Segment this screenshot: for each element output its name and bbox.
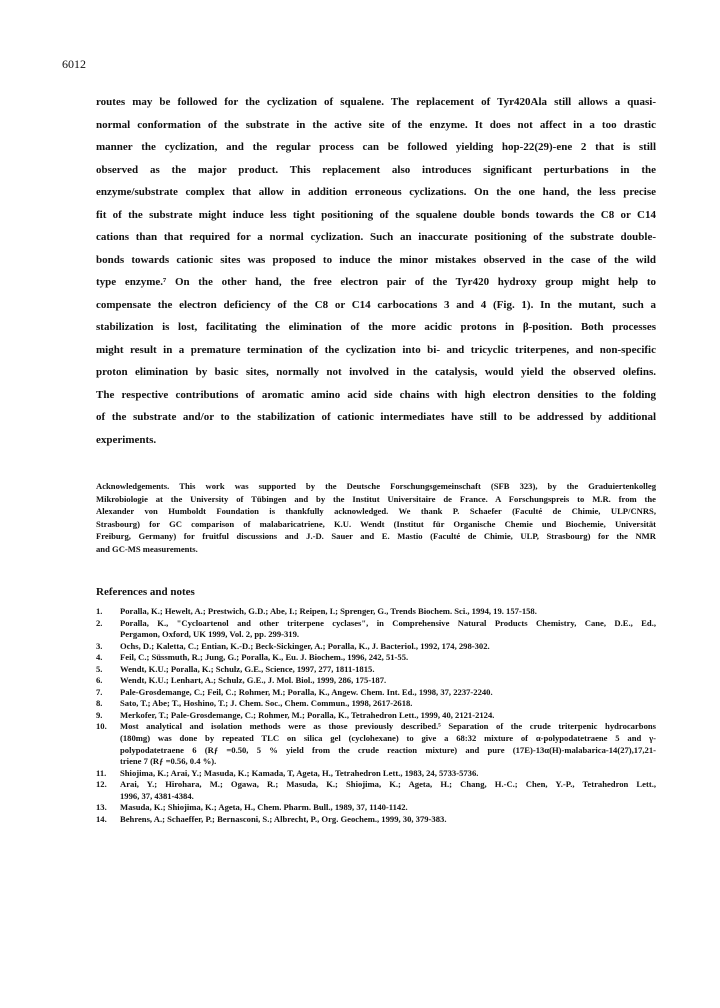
body-line: normal conformation of the substrate in the active site of the enzyme. It does not affect in a too drastic — [96, 118, 656, 131]
reference-text: Sato, T.; Abe; T., Hoshino, T.; J. Chem. Soc., Chem. Commun., 1998, 2617-2618. — [120, 698, 413, 709]
body-line: routes may be followed for the cyclization of squalene. The replacement of Tyr420Ala still allows a quasi- — [96, 96, 656, 108]
body-line: compensate the electron deficiency of the C8 or C14 carbocations 3 and 4 (Fig. 1). In the mutant, such a — [96, 298, 656, 311]
reference-item — [96, 768, 656, 780]
reference-item — [96, 652, 656, 664]
reference-item — [96, 664, 656, 676]
reference-number: 10. — [96, 721, 107, 732]
reference-number: 5. — [96, 663, 103, 674]
reference-text: Merkofer, T.; Pale-Grosdemange, C.; Rohmer, M.; Poralla, K., Tetrahedron Lett., 1999, 40, 2121-2124. — [120, 709, 495, 720]
reference-number: 8. — [96, 698, 103, 709]
reference-text: Shiojima, K.; Arai, Y.; Masuda, K.; Kamada, T, Ageta, H., Tetrahedron Lett., 1983, 24, 5733-5736. — [120, 767, 479, 778]
reference-text: (180mg) was done by repeated TLC on silica gel (cyclohexane) to give a 68:32 mixture of α-polypodatetraene 5 and γ- — [120, 733, 656, 744]
acknowledgements-line: Alexander von Humboldt Foundation is thankfully acknowledged. We thank P. Schaefer (Faculté de Chimie, ULP/CNRS, — [96, 506, 656, 516]
reference-text: Behrens, A.; Schaeffer, P.; Bernasconi, S.; Albrecht, P., Org. Geochem., 1999, 30, 379-383. — [120, 813, 447, 824]
reference-item — [96, 710, 656, 722]
reference-text: polypodatetraene 6 (Rƒ =0.50, 5 % yield from the crude reaction mixture) and pure (17E)-13α(H)-malabarica-14(27),17,21- — [120, 744, 656, 755]
references-heading: References and notes — [96, 586, 195, 598]
reference-text: Pale-Grosdemange, C.; Feil, C.; Rohmer, M.; Poralla, K., Angew. Chem. Int. Ed., 1998, 37, 2237-2240. — [120, 686, 493, 697]
reference-number: 11. — [96, 767, 107, 778]
reference-item — [96, 675, 656, 687]
body-line: experiments. — [96, 433, 157, 446]
page-number: 6012 — [62, 57, 86, 71]
body-line: enzyme/substrate complex that allow in addition erroneous cyclizations. On the one hand, the less precise — [96, 186, 656, 198]
body-line: proton elimination by basic sites, normally not involved in the catalysis, would yield the observed olefins. — [96, 366, 656, 378]
body-line: fit of the substrate might induce less tight positioning of the squalene double bonds towards the C8 or C14 — [96, 208, 656, 221]
reference-number: 3. — [96, 640, 103, 651]
reference-number: 12. — [96, 779, 107, 790]
reference-number: 1. — [96, 606, 103, 616]
acknowledgements — [96, 480, 656, 555]
body-line: might result in a premature termination of the cyclization into bi- and tricyclic triterpenes, and non-specific — [96, 343, 656, 356]
reference-item — [96, 802, 656, 814]
acknowledgements-line: Mikrobiologie at the University of Tübingen and by the Institut Universitaire de France. A Forschungspreis to M.R. from the — [96, 493, 656, 504]
acknowledgements-line: Strasbourg) for GC comparison of malabaricatriene, K.U. Wendt (Institut für Organische Chemie und Biochemie, Universität — [96, 518, 656, 529]
body-line: stabilization is lost, facilitating the elimination of the more acidic protons in β-position. Both processes — [96, 321, 656, 333]
body-line: cations than that required for a normal cyclization. Such an inaccurate positioning of the substrate double- — [96, 231, 656, 243]
reference-number: 9. — [96, 709, 103, 720]
body-line: manner the cyclization, and the regular process can be followed yielding hop-22(29)-ene 2 that is still — [96, 141, 656, 153]
reference-item — [96, 698, 656, 710]
acknowledgements-line: This work was supported by the Deutsche Forschungsgemeinschaft (SFB 323), by the Graduiertenkolleg — [179, 481, 656, 491]
reference-text: 1996, 37, 4381-4384. — [120, 790, 194, 801]
reference-item — [96, 641, 656, 653]
acknowledgements-line: and GC-MS measurements. — [96, 543, 198, 554]
reference-text: Poralla, K.; Hewelt, A.; Prestwich, G.D.; Abe, I.; Reipen, I.; Sprenger, G., Trends Biochem. Sci., 1994, 19. 157-158. — [120, 606, 537, 616]
body-paragraph — [96, 91, 656, 451]
reference-text: Pergamon, Oxford, UK 1999, Vol. 2, pp. 299-319. — [120, 629, 300, 640]
body-line: type enzyme.⁷ On the other hand, the free electron pair of the Tyr420 hydroxy group might help to — [96, 276, 656, 288]
reference-number: 14. — [96, 813, 107, 824]
acknowledgements-heading: Acknowledgements. — [96, 481, 170, 491]
reference-number: 13. — [96, 802, 107, 813]
reference-text: Poralla, K., "Cycloartenol and other triterpene cyclases", in Comprehensive Natural Products Chemistry, Cane, D.E., Ed., — [120, 617, 656, 628]
acknowledgements-line: Freiburg, Germany) for fruitful discussions and J.-D. Sauer and E. Mastio (Faculté de Chimie, ULP, Strasbourg) for the NMR — [96, 531, 656, 541]
reference-number: 4. — [96, 652, 103, 663]
reference-text: Most analytical and isolation methods were as those previously described.⁵ Separation of the crude triterpenic hydrocarbons — [120, 721, 656, 732]
reference-number: 2. — [96, 617, 103, 628]
body-line: The respective contributions of aromatic amino acid side chains with high electron densities to the folding — [96, 388, 656, 401]
reference-text: Arai, Y.; Hirohara, M.; Ogawa, R.; Masuda, K.; Shiojima, K.; Ageta, H.; Chang, H.-C.; Chen, Y.-P., Tetrahedron Lett., — [120, 779, 656, 790]
reference-item — [96, 779, 656, 802]
reference-item — [96, 721, 656, 767]
reference-number: 7. — [96, 686, 103, 697]
reference-item — [96, 606, 656, 618]
reference-text: Feil, C.; Süssmuth, R.; Jung, G.; Poralla, K., Eu. J. Biochem., 1996, 242, 51-55. — [120, 652, 409, 663]
reference-item — [96, 814, 656, 826]
reference-item — [96, 687, 656, 699]
body-line: of the substrate and/or to the stabilization of cationic intermediates have still to be addressed by additional — [96, 411, 656, 423]
reference-text: Wendt, K.U.; Lenhart, A.; Schulz, G.E., J. Mol. Biol., 1999, 286, 175-187. — [120, 675, 387, 686]
reference-text: triene 7 (Rƒ =0.56, 0.4 %). — [120, 756, 217, 767]
reference-item — [96, 618, 656, 641]
reference-text: Wendt, K.U.; Poralla, K.; Schulz, G.E., Science, 1997, 277, 1811-1815. — [120, 663, 375, 674]
body-line: observed as the major product. This replacement also introduces significant perturbations in the — [96, 163, 656, 176]
reference-number: 6. — [96, 675, 103, 686]
reference-text: Masuda, K.; Shiojima, K.; Ageta, H., Chem. Pharm. Bull., 1989, 37, 1140-1142. — [120, 802, 408, 813]
references-list — [96, 606, 656, 825]
body-line: bonds towards cationic sites was proposed to induce the minor mistakes observed in the case of the wild — [96, 253, 656, 266]
reference-text: Ochs, D.; Kaletta, C.; Entian, K.-D.; Beck-Sickinger, A.; Poralla, K., J. Bacteriol., 1992, 174, 298-302. — [120, 640, 490, 651]
